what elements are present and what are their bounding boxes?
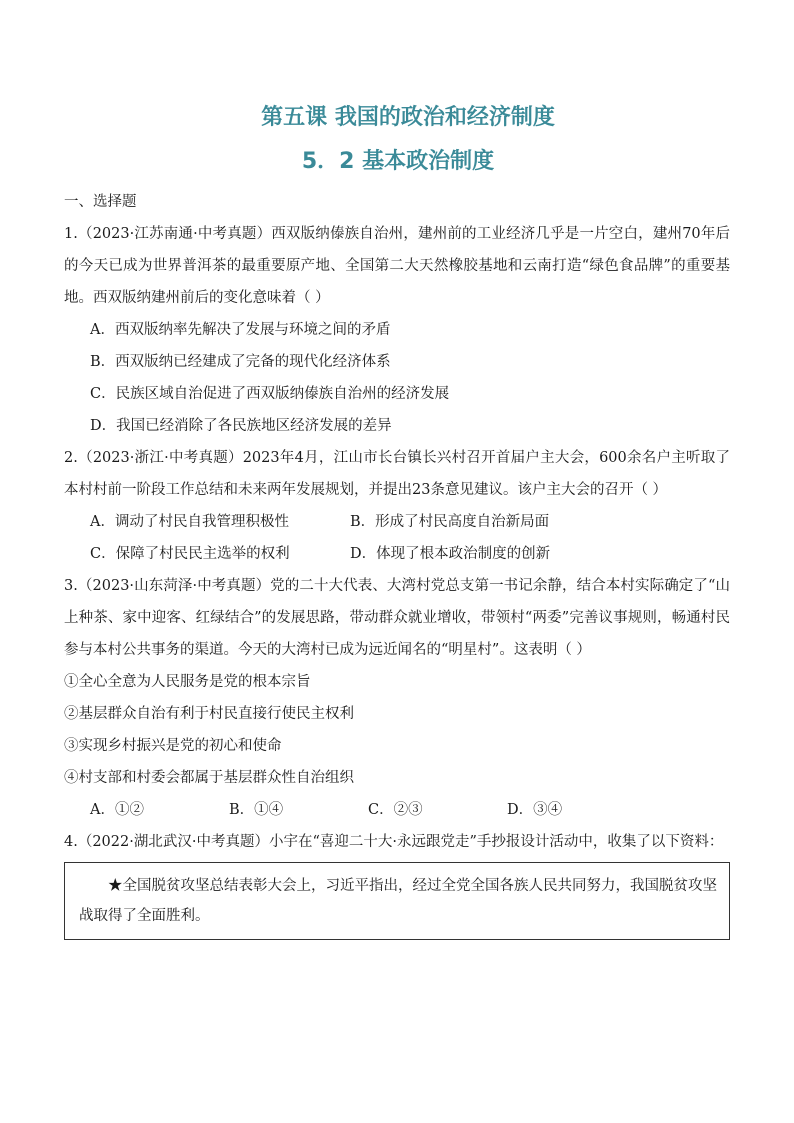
- question-2-option-c: C．保障了村民民主选举的权利: [90, 546, 290, 562]
- question-3-statement-1: ①全心全意为人民服务是党的根本宗旨: [64, 674, 311, 690]
- question-3-option-a: A．①②: [90, 802, 144, 818]
- question-3-stem: 3.（2023·山东菏泽·中考真题）党的二十大代表、大湾村党总支第一书记余静，结合本村实际确定了“山上种茶、家中迎客、红绿结合”的发展思路，带动群众就业增收，带领村“两委”完善议事规则，畅通村民参与本村公共事务的渠道。今天的大湾村已成为远近闻名的“明星村”。这表明（ ）: [64, 578, 730, 658]
- question-2-option-b: B．形成了村民高度自治新局面: [350, 514, 550, 530]
- question-1-option-d: D．我国已经消除了各民族地区经济发展的差异: [90, 418, 392, 434]
- lesson-subtitle: 5．2 基本政治制度: [301, 149, 495, 174]
- question-3-options-row: [64, 794, 730, 826]
- question-2-stem: 2.（2023·浙江·中考真题）2023年4月，江山市长台镇长兴村召开首届户主大会，600余名户主听取了本村村前一阶段工作总结和未来两年发展规划，并提出23条意见建议。该户主大会的召开（ ）: [64, 450, 730, 498]
- question-1-option-b: B．西双版纳已经建成了完备的现代化经济体系: [90, 354, 391, 370]
- question-4-material-box: ★全国脱贫攻坚总结表彰大会上，习近平指出，经过全党全国各族人民共同努力，我国脱贫攻坚战取得了全面胜利。: [64, 862, 730, 940]
- section-label: 一、选择题: [64, 194, 137, 210]
- question-3-option-c: C．②③: [368, 802, 423, 818]
- question-1-option-a: A．西双版纳率先解决了发展与环境之间的矛盾: [90, 322, 391, 338]
- question-2-options-row-1: [64, 506, 730, 538]
- question-2-option-d: D．体现了根本政治制度的创新: [350, 546, 551, 562]
- question-3-statement-2: ②基层群众自治有利于村民直接行使民主权利: [64, 706, 354, 722]
- question-3-statement-3: ③实现乡村振兴是党的初心和使命: [64, 738, 282, 754]
- lesson-title: 第五课 我国的政治和经济制度: [261, 105, 555, 130]
- question-2-options-row-2: [64, 538, 730, 570]
- document-body: [64, 186, 730, 940]
- question-3-option-b: B．①④: [229, 802, 284, 818]
- question-1-stem: 1.（2023·江苏南通·中考真题）西双版纳傣族自治州，建州前的工业经济几乎是一片空白，建州70年后的今天已成为世界普洱茶的最重要原产地、全国第二大天然橡胶基地和云南打造“绿色食品牌”的重要基地。西双版纳建州前后的变化意味着（ ）: [64, 226, 730, 306]
- question-4-stem: 4.（2022·湖北武汉·中考真题）小宇在“喜迎二十大·永远跟党走”手抄报设计活动中，收集了以下资料：: [64, 834, 724, 850]
- question-3-option-d: D．③④: [507, 802, 563, 818]
- question-3-statement-4: ④村支部和村委会都属于基层群众性自治组织: [64, 770, 354, 786]
- question-2-option-a: A．调动了村民自我管理积极性: [90, 514, 289, 530]
- question-1-option-c: C．民族区域自治促进了西双版纳傣族自治州的经济发展: [90, 386, 450, 402]
